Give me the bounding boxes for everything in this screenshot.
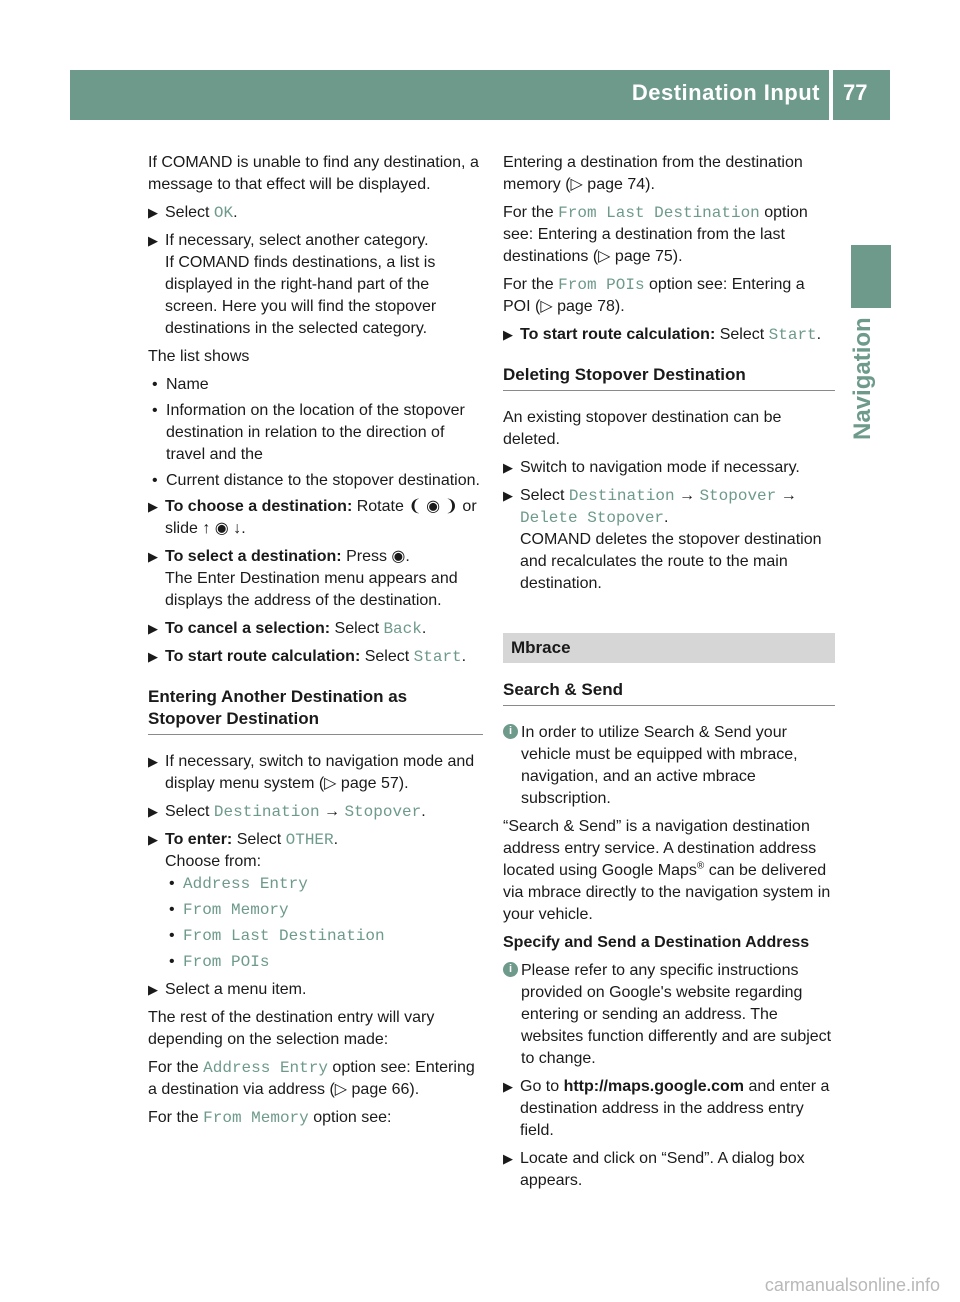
step: ▶ Select a menu item. (148, 979, 483, 1001)
step-arrow-icon: ▶ (148, 754, 158, 769)
step-arrow-icon: ▶ (148, 205, 158, 220)
step-arrow-icon: ▶ (148, 832, 158, 847)
list-item: • From Memory (169, 901, 289, 919)
side-label-text: Navigation (849, 317, 876, 440)
section-heading: Search & Send (503, 679, 835, 706)
step: ▶ To choose a destination: Rotate ❨ ◉ ❩ or slide ↑ ◉ ↓. (148, 498, 477, 537)
step: ▶ If necessary, switch to navigation mode and display menu system (▷ page 57). (148, 753, 475, 792)
step: ▶ Go to http://maps.google.com and enter a destination address in the address entry field. (503, 1078, 830, 1139)
paragraph: For the Address Entry option see: Entering a destination via address (▷ page 66). (148, 1059, 475, 1098)
step-arrow-icon: ▶ (148, 804, 158, 819)
step: ▶ Locate and click on “Send”. A dialog box appears. (503, 1150, 805, 1189)
paragraph: If COMAND is unable to find any destination, a message to that effect will be displayed. (148, 154, 479, 193)
list-item: • From POIs (169, 953, 270, 971)
list-item: • Name (152, 376, 209, 393)
page-number: 77 (843, 80, 868, 105)
paragraph: For the From POIs option see: Entering a POI (▷ page 78). (503, 276, 805, 315)
paragraph: The list shows (148, 348, 250, 365)
paragraph: For the From Last Destination option see: Entering a destination from the last destinations (▷ page 75). (503, 204, 808, 265)
step-arrow-icon: ▶ (148, 233, 158, 248)
paragraph: “Search & Send” is a navigation destination address entry service. A destination address located using Google Maps® can be delivered via mbrace directly to the navigation system in your vehicle. (503, 818, 831, 923)
list-item: • From Last Destination (169, 927, 385, 945)
step: ▶ Select Destination → Stopover. (148, 803, 426, 821)
step-arrow-icon: ▶ (148, 982, 158, 997)
step: ▶ To start route calculation: Select Start. (503, 326, 822, 344)
paragraph: Entering a destination from the destination memory (▷ page 74). (503, 154, 803, 193)
step-arrow-icon: ▶ (148, 549, 158, 564)
step-arrow-icon: ▶ (503, 1079, 513, 1094)
step-arrow-icon: ▶ (503, 460, 513, 475)
watermark: carmanualsonline.info (764, 1275, 940, 1295)
list-item: • Address Entry (169, 875, 308, 893)
step: ▶ If necessary, select another category. If COMAND finds destinations, a list is displayed in the right-hand part of the screen. Here you will find the stopover destinations in the selected category. (148, 232, 437, 337)
info-icon: i (503, 724, 518, 739)
step: ▶ To enter: Select OTHER. Choose from: • Address Entry • From Memory • From Last Destination • From POIs (148, 829, 483, 973)
paragraph: For the From Memory option see: (148, 1109, 392, 1127)
step-arrow-icon: ▶ (148, 649, 158, 664)
side-tab (851, 245, 891, 308)
left-column (148, 152, 483, 1135)
section-heading: Deleting Stopover Destination (503, 364, 835, 391)
section-heading: Entering Another Destination as Stopover Destination (148, 686, 483, 735)
list-item: • Current distance to the stopover destination. (152, 472, 480, 489)
step: ▶ To select a destination: Press ◉. The Enter Destination menu appears and displays the address of the destination. (148, 548, 458, 609)
step-arrow-icon: ▶ (503, 1151, 513, 1166)
header-separator (829, 70, 833, 120)
info-icon: i (503, 962, 518, 977)
side-label (840, 317, 900, 450)
step-arrow-icon: ▶ (148, 621, 158, 636)
subheading: Specify and Send a Destination Address (503, 934, 810, 951)
section-box: Mbrace (503, 633, 835, 663)
paragraph: The rest of the destination entry will vary depending on the selection made: (148, 1009, 435, 1048)
page-title: Destination Input (631, 80, 820, 105)
list-item: • Information on the location of the stopover destination in relation to the direction of travel and the (152, 402, 465, 463)
paragraph: An existing stopover destination can be deleted. (503, 409, 782, 448)
step: ▶ Select Destination → Stopover → Delete Stopover. COMAND deletes the stopover destination and recalculates the route to the main destination. (503, 487, 822, 592)
step-arrow-icon: ▶ (503, 488, 513, 503)
step: ▶ To start route calculation: Select Start. (148, 648, 467, 666)
step-arrow-icon: ▶ (503, 327, 513, 342)
right-column (503, 152, 835, 1198)
step-arrow-icon: ▶ (148, 499, 158, 514)
step: ▶ To cancel a selection: Select Back. (148, 620, 427, 638)
info-note: i Please refer to any specific instructions provided on Google's website regarding entering or sending an address. The websites function differently and are subject to change. (503, 960, 835, 1070)
step: ▶ Select OK. (148, 204, 238, 222)
info-note: i In order to utilize Search & Send your vehicle must be equipped with mbrace, navigation, and an active mbrace subscription. (503, 722, 835, 810)
step: ▶ Switch to navigation mode if necessary. (503, 457, 835, 479)
